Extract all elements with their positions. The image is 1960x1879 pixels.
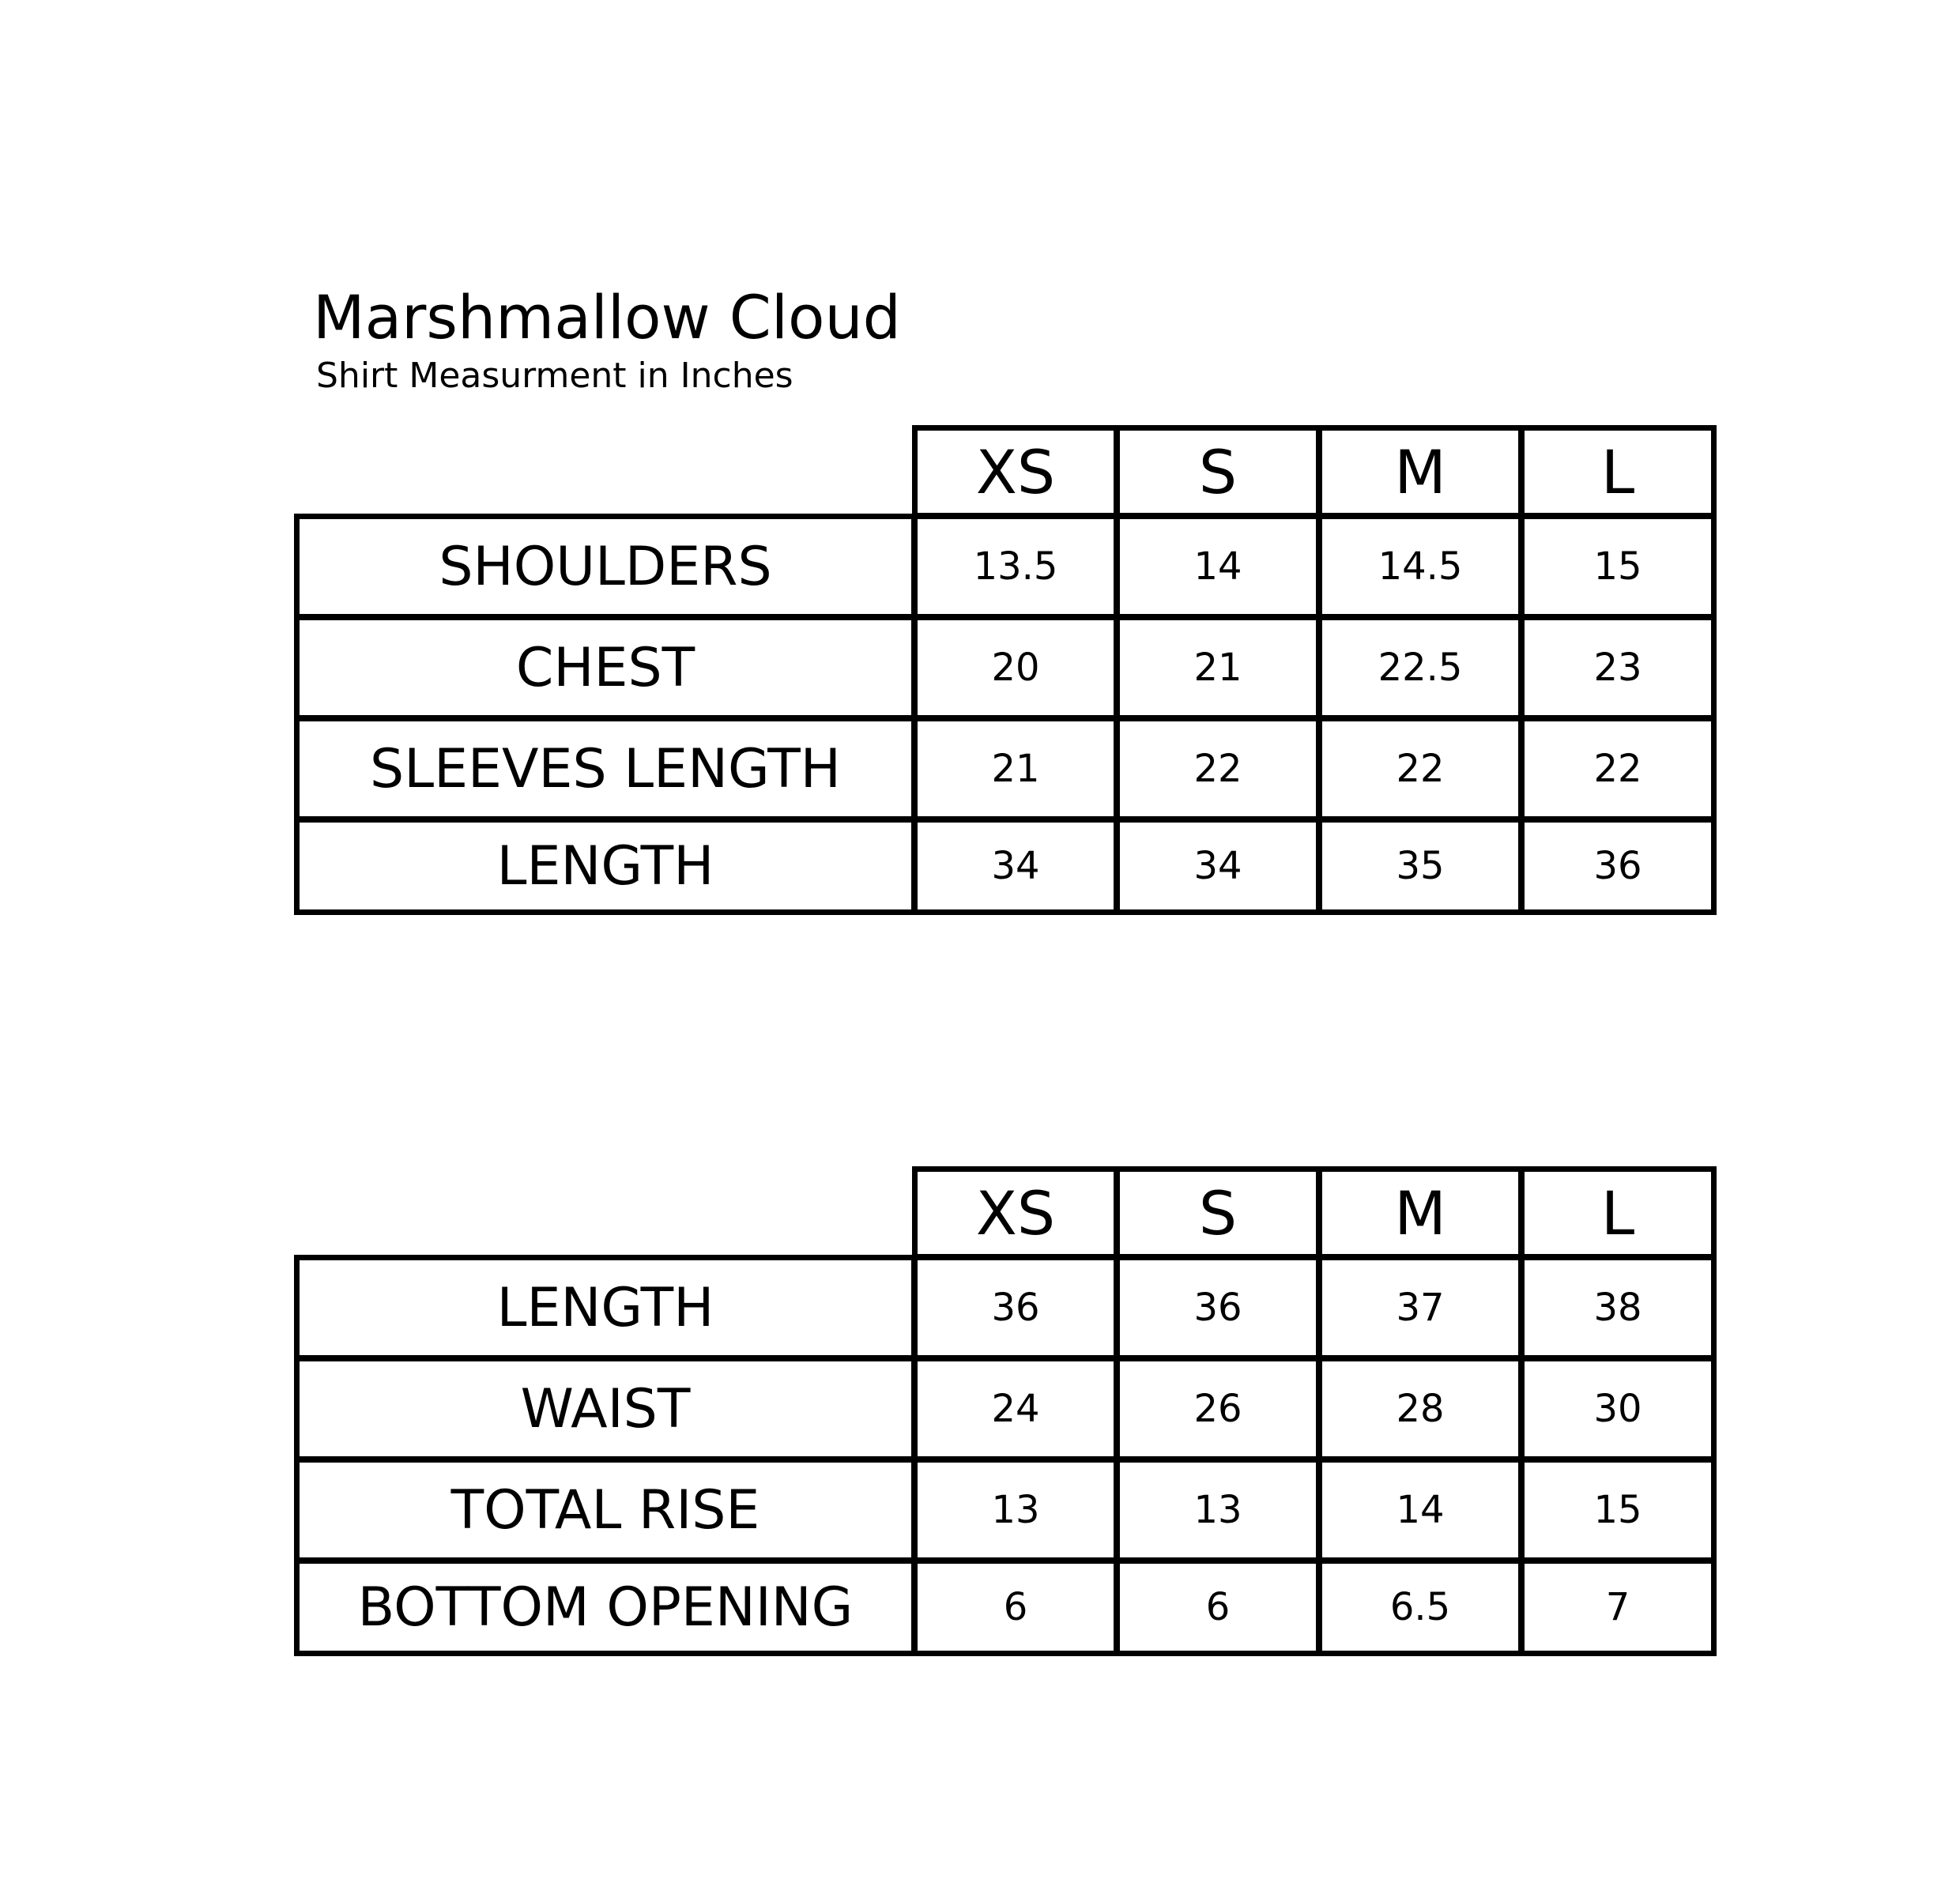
size-header-s: S	[1114, 1166, 1321, 1260]
table-cell: 38	[1519, 1255, 1717, 1361]
table-cell: 6	[1114, 1558, 1321, 1656]
size-header-xs: XS	[912, 425, 1119, 518]
table-cell: 15	[1519, 1457, 1717, 1563]
size-header-m: M	[1317, 425, 1524, 518]
table-cell: 6	[912, 1558, 1119, 1656]
row-label-sleeves-length: SLEEVES LENGTH	[294, 716, 917, 822]
table-cell: 21	[1114, 615, 1321, 721]
table-cell: 24	[912, 1356, 1119, 1462]
table-cell: 34	[912, 817, 1119, 915]
table-cell: 36	[912, 1255, 1119, 1361]
size-header-m: M	[1317, 1166, 1524, 1260]
table-cell: 13	[912, 1457, 1119, 1563]
table-cell: 23	[1519, 615, 1717, 721]
table-cell: 14	[1317, 1457, 1524, 1563]
shirt-measurement-table	[294, 425, 1717, 915]
table-cell: 36	[1114, 1255, 1321, 1361]
table-cell: 22	[1114, 716, 1321, 822]
page-subtitle: Shirt Measurment in Inches	[316, 356, 793, 396]
table-cell: 15	[1519, 514, 1717, 619]
row-label-shoulders: SHOULDERS	[294, 514, 917, 619]
row-label-bottom-opening: BOTTOM OPENING	[294, 1558, 917, 1656]
table-cell: 14.5	[1317, 514, 1524, 619]
table-cell: 14	[1114, 514, 1321, 619]
row-label-length: LENGTH	[294, 817, 917, 915]
table-cell: 28	[1317, 1356, 1524, 1462]
pants-measurement-table	[294, 1166, 1717, 1656]
table-cell: 30	[1519, 1356, 1717, 1462]
size-header-s: S	[1114, 425, 1321, 518]
table-cell: 13.5	[912, 514, 1119, 619]
row-label-total-rise: TOTAL RISE	[294, 1457, 917, 1563]
table-cell: 22.5	[1317, 615, 1524, 721]
size-header-xs: XS	[912, 1166, 1119, 1260]
table-cell: 36	[1519, 817, 1717, 915]
row-label-waist: WAIST	[294, 1356, 917, 1462]
table-cell: 22	[1519, 716, 1717, 822]
table-cell: 21	[912, 716, 1119, 822]
size-header-l: L	[1519, 1166, 1717, 1260]
table-cell: 22	[1317, 716, 1524, 822]
page-title: Marshmallow Cloud	[313, 282, 901, 352]
table-cell: 35	[1317, 817, 1524, 915]
table-cell: 13	[1114, 1457, 1321, 1563]
row-label-chest: CHEST	[294, 615, 917, 721]
table-cell: 6.5	[1317, 1558, 1524, 1656]
size-header-l: L	[1519, 425, 1717, 518]
table-cell: 20	[912, 615, 1119, 721]
table-cell: 7	[1519, 1558, 1717, 1656]
table-cell: 37	[1317, 1255, 1524, 1361]
row-label-length: LENGTH	[294, 1255, 917, 1361]
table-cell: 26	[1114, 1356, 1321, 1462]
table-cell: 34	[1114, 817, 1321, 915]
